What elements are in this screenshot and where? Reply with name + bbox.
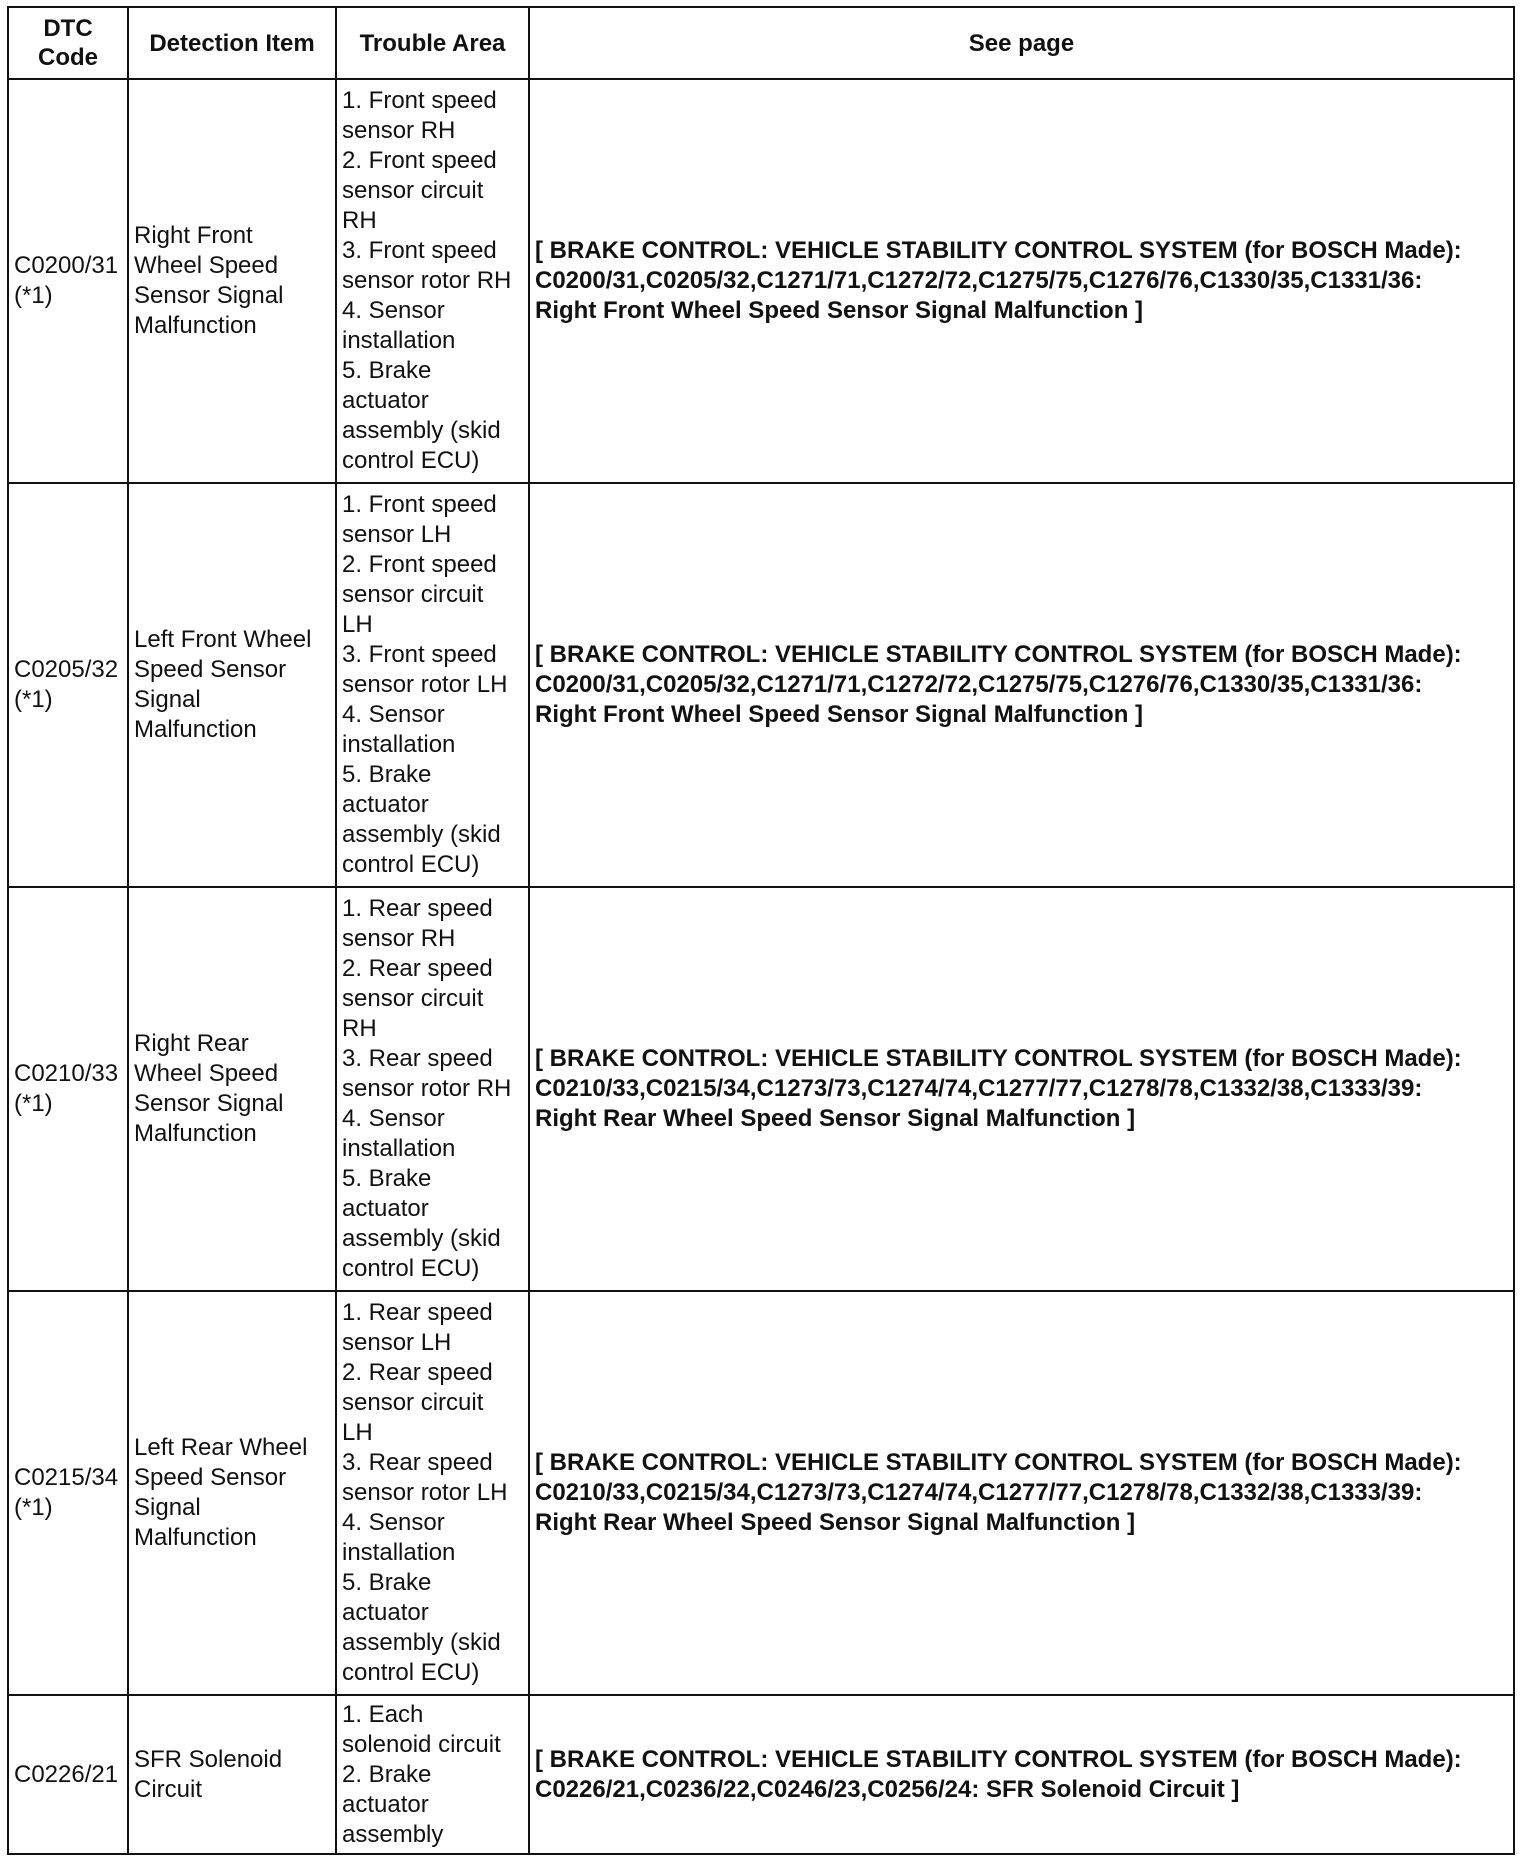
header-trouble-area: Trouble Area — [336, 7, 529, 79]
table-row — [8, 483, 1514, 887]
dtc-code-cell: C0205/32 (*1) — [8, 483, 128, 887]
see-page-line: C0226/21,C0236/22,C0246/23,C0256/24: SFR Solenoid Circuit ] — [535, 1775, 1240, 1803]
table-row — [8, 79, 1514, 483]
see-page-link[interactable] — [529, 79, 1514, 483]
see-page-line: Right Front Wheel Speed Sensor Signal Malfunction ] — [535, 297, 1144, 324]
see-page-line: Right Front Wheel Speed Sensor Signal Malfunction ] — [535, 701, 1144, 728]
dtc-code-cell: C0200/31 (*1) — [8, 79, 128, 483]
dtc-code-cell: C0226/21 — [8, 1695, 128, 1854]
see-page-line: [ BRAKE CONTROL: VEHICLE STABILITY CONTROL SYSTEM (for BOSCH Made): — [535, 237, 1462, 264]
trouble-area-cell: 1. Each solenoid circuit 2. Brake actuator assembly — [336, 1695, 529, 1854]
see-page-line: C0210/33,C0215/34,C1273/73,C1274/74,C1277/77,C1278/78,C1332/38,C1333/39: — [535, 1075, 1423, 1102]
see-page-line: Right Rear Wheel Speed Sensor Signal Malfunction ] — [535, 1105, 1136, 1132]
detection-item-cell: Left Front Wheel Speed Sensor Signal Malfunction — [128, 483, 336, 887]
trouble-area-cell: 1. Front speed sensor LH 2. Front speed sensor circuit LH 3. Front speed sensor rotor LH 4. Sensor installation 5. Brake actuator assembly (skid control ECU) — [336, 483, 529, 887]
see-page-line: C0200/31,C0205/32,C1271/71,C1272/72,C1275/75,C1276/76,C1330/35,C1331/36: — [535, 267, 1423, 294]
see-page-line: [ BRAKE CONTROL: VEHICLE STABILITY CONTROL SYSTEM (for BOSCH Made): — [535, 1745, 1462, 1773]
dtc-table — [7, 6, 1515, 1855]
trouble-area-cell: 1. Rear speed sensor LH 2. Rear speed sensor circuit LH 3. Rear speed sensor rotor LH 4. Sensor installation 5. Brake actuator assembly (skid control ECU) — [336, 1291, 529, 1695]
see-page-link[interactable] — [529, 1695, 1514, 1854]
see-page-line: [ BRAKE CONTROL: VEHICLE STABILITY CONTROL SYSTEM (for BOSCH Made): — [535, 1449, 1462, 1476]
header-dtc-code: DTC Code — [8, 7, 128, 79]
see-page-line: C0210/33,C0215/34,C1273/73,C1274/74,C1277/77,C1278/78,C1332/38,C1333/39: — [535, 1479, 1423, 1506]
trouble-area-cell: 1. Front speed sensor RH 2. Front speed sensor circuit RH 3. Front speed sensor rotor RH 4. Sensor installation 5. Brake actuator assembly (skid control ECU) — [336, 79, 529, 483]
see-page-link[interactable] — [529, 1291, 1514, 1695]
see-page-link[interactable] — [529, 887, 1514, 1291]
dtc-code-cell: C0215/34 (*1) — [8, 1291, 128, 1695]
table-row — [8, 887, 1514, 1291]
see-page-line: C0200/31,C0205/32,C1271/71,C1272/72,C1275/75,C1276/76,C1330/35,C1331/36: — [535, 671, 1423, 698]
see-page-line: [ BRAKE CONTROL: VEHICLE STABILITY CONTROL SYSTEM (for BOSCH Made): — [535, 1045, 1462, 1072]
table-row — [8, 1695, 1514, 1854]
table-row — [8, 1291, 1514, 1695]
trouble-area-cell: 1. Rear speed sensor RH 2. Rear speed sensor circuit RH 3. Rear speed sensor rotor RH 4. Sensor installation 5. Brake actuator assembly (skid control ECU) — [336, 887, 529, 1291]
detection-item-cell: Left Rear Wheel Speed Sensor Signal Malfunction — [128, 1291, 336, 1695]
detection-item-cell: SFR Solenoid Circuit — [128, 1695, 336, 1854]
see-page-line: [ BRAKE CONTROL: VEHICLE STABILITY CONTROL SYSTEM (for BOSCH Made): — [535, 641, 1462, 668]
see-page-line: Right Rear Wheel Speed Sensor Signal Malfunction ] — [535, 1509, 1136, 1536]
dtc-code-cell: C0210/33 (*1) — [8, 887, 128, 1291]
detection-item-cell: Right Front Wheel Speed Sensor Signal Malfunction — [128, 79, 336, 483]
table-header-row — [8, 7, 1514, 79]
detection-item-cell: Right Rear Wheel Speed Sensor Signal Malfunction — [128, 887, 336, 1291]
see-page-link[interactable] — [529, 483, 1514, 887]
header-detection-item: Detection Item — [128, 7, 336, 79]
header-see-page: See page — [529, 7, 1514, 79]
